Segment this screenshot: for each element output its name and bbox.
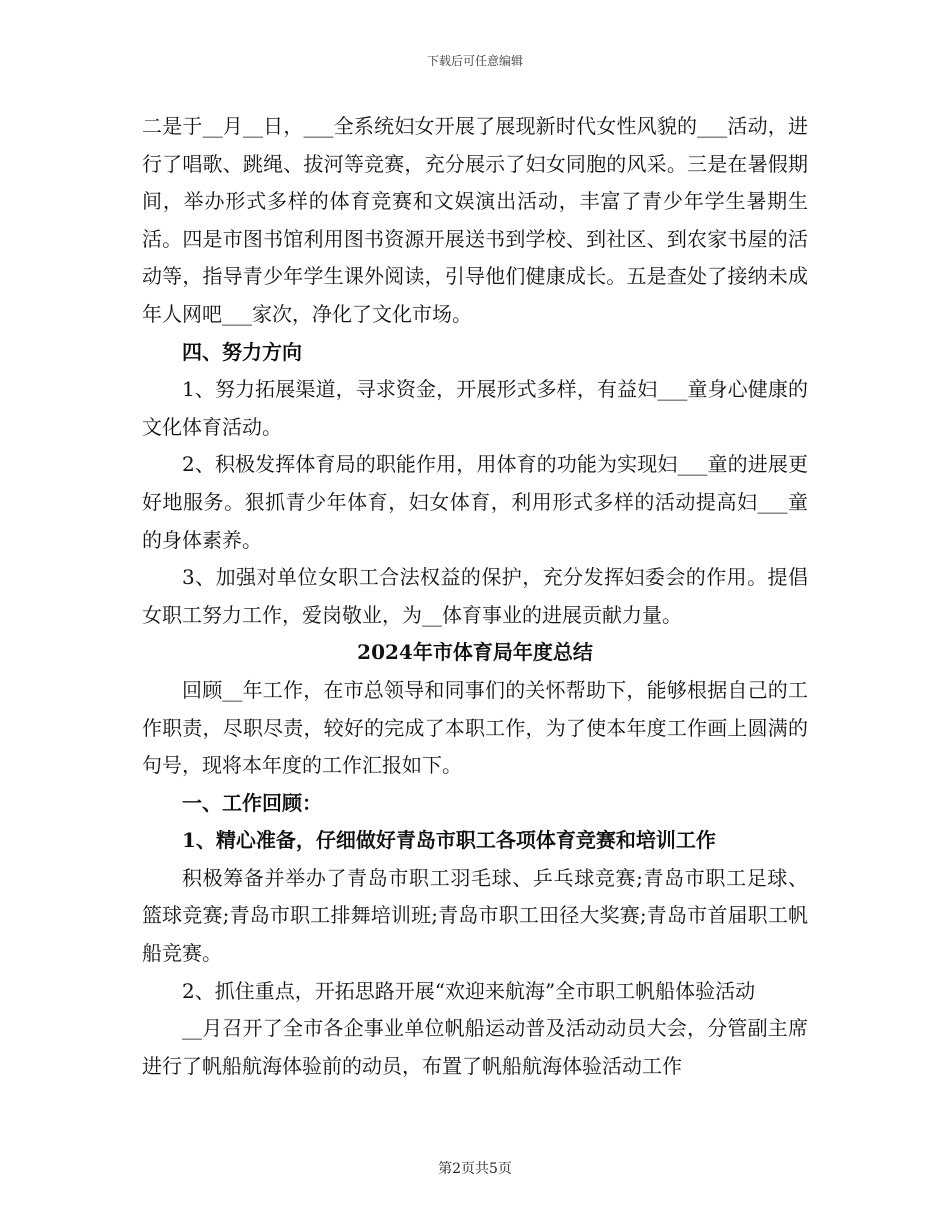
page-header: 下载后可任意编辑: [426, 54, 523, 68]
paragraph-activities-summary: 二是于__月__日，___全系统妇女开展了展现新时代女性风貌的___活动，进行了唱歌、跳绳、拔河等竞赛，充分展示了妇女同胞的风采。三是在暑假期间，举办形式多样的体育竞赛和文娱演出活动，丰富了青少年学生暑期生活。四是市图书馆利用图书资源开展送书到学校、到社区、到农家书屋的活动等，指导青少年学生课外阅读，引导他们健康成长。五是查处了接纳未成年人网吧___家次，净化了文化市场。: [142, 114, 808, 326]
paragraph-direction-3: 3、加强对单位女职工合法权益的保护，充分发挥妇委会的作用。提倡女职工努力工作，爱岗敬业，为__体育事业的进展贡献力量。: [142, 565, 808, 627]
paragraph-intro: 回顾__年工作，在市总领导和同事们的关怀帮助下，能够根据自己的工作职责，尽职尽责，较好的完成了本职工作，为了使本年度工作画上圆满的句号，现将本年度的工作汇报如下。: [142, 677, 808, 778]
section-heading-direction: 四、努力方向: [182, 339, 302, 364]
document-body: [142, 108, 808, 1085]
paragraph-sailing: __月召开了全市各企事业单位帆船运动普及活动动员大会，分管副主席进行了帆船航海体验前的动员，布置了帆船航海体验活动工作: [142, 1016, 808, 1078]
subheading-competitions: 1、精心准备，仔细做好青岛市职工各项体育竞赛和培训工作: [182, 828, 716, 853]
section-heading-review: 一、工作回顾：: [182, 790, 322, 815]
page-number: 第2页共5页: [438, 1161, 512, 1177]
document-title: 2024年市体育局年度总结: [357, 640, 593, 665]
paragraph-direction-2: 2、积极发挥体育局的职能作用，用体育的功能为实现妇___童的进展更好地服务。狠抓青少年体育，妇女体育，利用形式多样的活动提高妇___童的身体素养。: [142, 452, 808, 552]
paragraph-competitions: 积极筹备并举办了青岛市职工羽毛球、乒乓球竞赛;青岛市职工足球、篮球竞赛;青岛市职工排舞培训班;青岛市职工田径大奖赛;青岛市首届职工帆船竞赛。: [142, 865, 808, 966]
paragraph-direction-1: 1、努力拓展渠道，寻求资金，开展形式多样，有益妇___童身心健康的文化体育活动。: [142, 377, 808, 439]
subheading-sailing: 2、抓住重点，开拓思路开展“欢迎来航海”全市职工帆船体验活动: [182, 978, 756, 1003]
